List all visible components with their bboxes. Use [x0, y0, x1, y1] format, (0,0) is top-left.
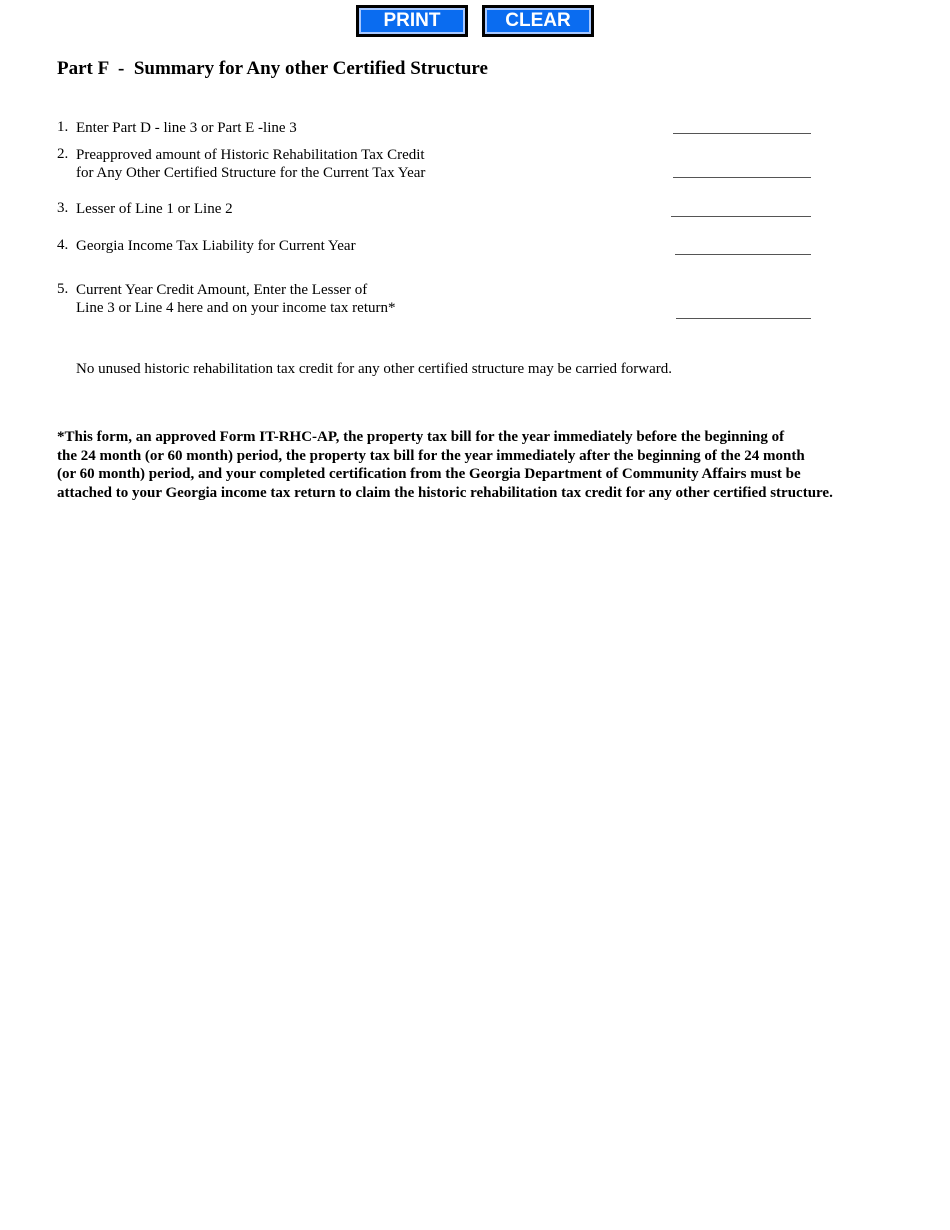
line-4-number: 4. — [57, 237, 69, 253]
line-3-amount-field[interactable] — [671, 216, 811, 217]
line-3-label: Lesser of Line 1 or Line 2 — [76, 201, 233, 217]
line-5-label: Current Year Credit Amount, Enter the Lesser of — [76, 282, 368, 298]
line-4-amount-field[interactable] — [675, 254, 811, 255]
form-title: Part F - Summary for Any other Certified Structure — [57, 58, 488, 79]
carryforward-note: No unused historic rehabilitation tax credit for any other certified structure may be carried forward. — [76, 361, 673, 377]
footnote — [57, 428, 937, 502]
line-1-amount-field[interactable] — [673, 133, 811, 134]
line-2-amount-field[interactable] — [673, 177, 811, 178]
line-4-label: Georgia Income Tax Liability for Current Year — [76, 238, 356, 254]
line-3-number: 3. — [57, 200, 69, 216]
line-2-label: Preapproved amount of Historic Rehabilitation Tax Credit — [76, 147, 425, 163]
line-1-number: 1. — [57, 119, 69, 135]
footnote-line: *This form, an approved Form IT-RHC-AP, the property tax bill for the year immediately before the beginning of — [57, 429, 785, 445]
line-1-label: Enter Part D - line 3 or Part E -line 3 — [76, 120, 297, 136]
line-5-label-continued: Line 3 or Line 4 here and on your income tax return* — [76, 300, 396, 316]
line-2-number: 2. — [57, 146, 69, 162]
line-5-number: 5. — [57, 281, 69, 297]
clear-button[interactable]: CLEAR — [482, 5, 594, 37]
print-button[interactable]: PRINT — [356, 5, 468, 37]
line-5-amount-field[interactable] — [676, 318, 811, 319]
footnote-line: (or 60 month) period, and your completed certification from the Georgia Department of Community Affairs must be — [57, 466, 801, 482]
footnote-line: the 24 month (or 60 month) period, the property tax bill for the year immediately after the beginning of the 24 month — [57, 447, 805, 464]
line-2-label-continued: for Any Other Certified Structure for the Current Tax Year — [76, 165, 426, 181]
footnote-line: attached to your Georgia income tax return to claim the historic rehabilitation tax credit for any other certified structure. — [57, 484, 833, 501]
